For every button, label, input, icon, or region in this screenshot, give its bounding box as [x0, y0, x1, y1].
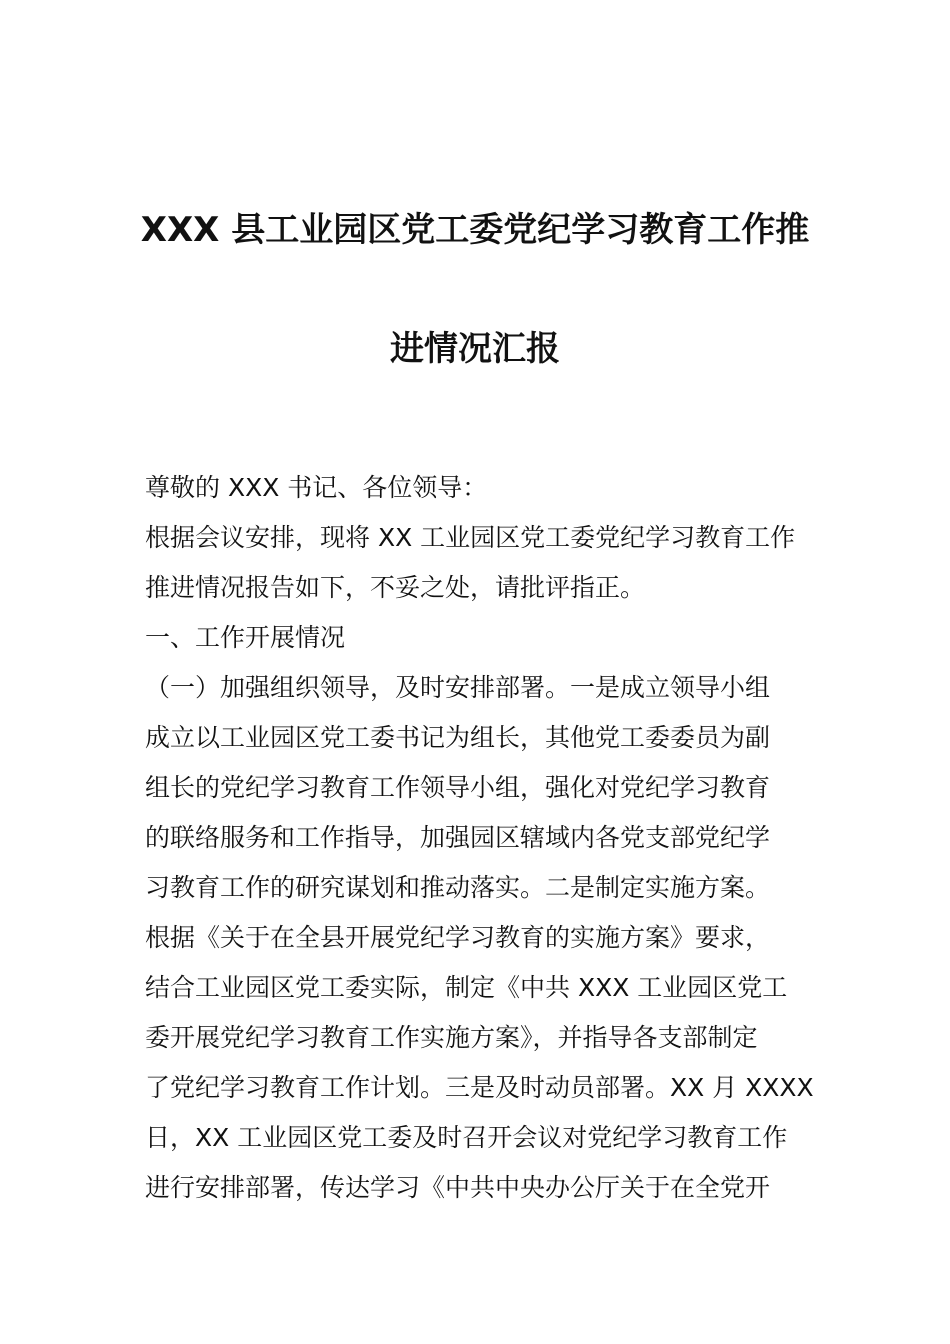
body-line: 习教育工作的研究谋划和推动落实。二是制定实施方案。: [145, 873, 771, 902]
body-line: 成立以工业园区党工委书记为组长，其他党工委委员为副: [145, 723, 771, 752]
body-line: 根据《关于在全县开展党纪学习教育的实施方案》要求，: [145, 923, 771, 952]
body-line: 进行安排部署，传达学习《中共中央办公厅关于在全党开: [145, 1173, 771, 1202]
section-heading: 一、工作开展情况: [145, 623, 346, 652]
body-line: 日，XX 工业园区党工委及时召开会议对党纪学习教育工作: [145, 1123, 788, 1152]
salutation-line: 尊敬的 XXX 书记、各位领导：: [145, 473, 488, 502]
document-title-line-2: 进情况汇报: [390, 329, 560, 369]
body-line: 的联络服务和工作指导，加强园区辖域内各党支部党纪学: [145, 823, 771, 852]
body-line: 推进情况报告如下，不妥之处，请批评指正。: [145, 573, 646, 602]
body-line: 根据会议安排，现将 XX 工业园区党工委党纪学习教育工作: [145, 523, 796, 552]
body-line: 了党纪学习教育工作计划。三是及时动员部署。XX 月 XXXX: [145, 1073, 814, 1102]
document-body: [145, 468, 814, 1218]
body-line: 组长的党纪学习教育工作领导小组，强化对党纪学习教育: [145, 773, 771, 802]
body-line: 委开展党纪学习教育工作实施方案》，并指导各支部制定: [145, 1023, 758, 1052]
document-title-line-1: XXX 县工业园区党工委党纪学习教育工作推: [140, 210, 810, 250]
body-line: （一）加强组织领导，及时安排部署。一是成立领导小组: [145, 673, 771, 702]
body-line: 结合工业园区党工委实际，制定《中共 XXX 工业园区党工: [145, 973, 788, 1002]
